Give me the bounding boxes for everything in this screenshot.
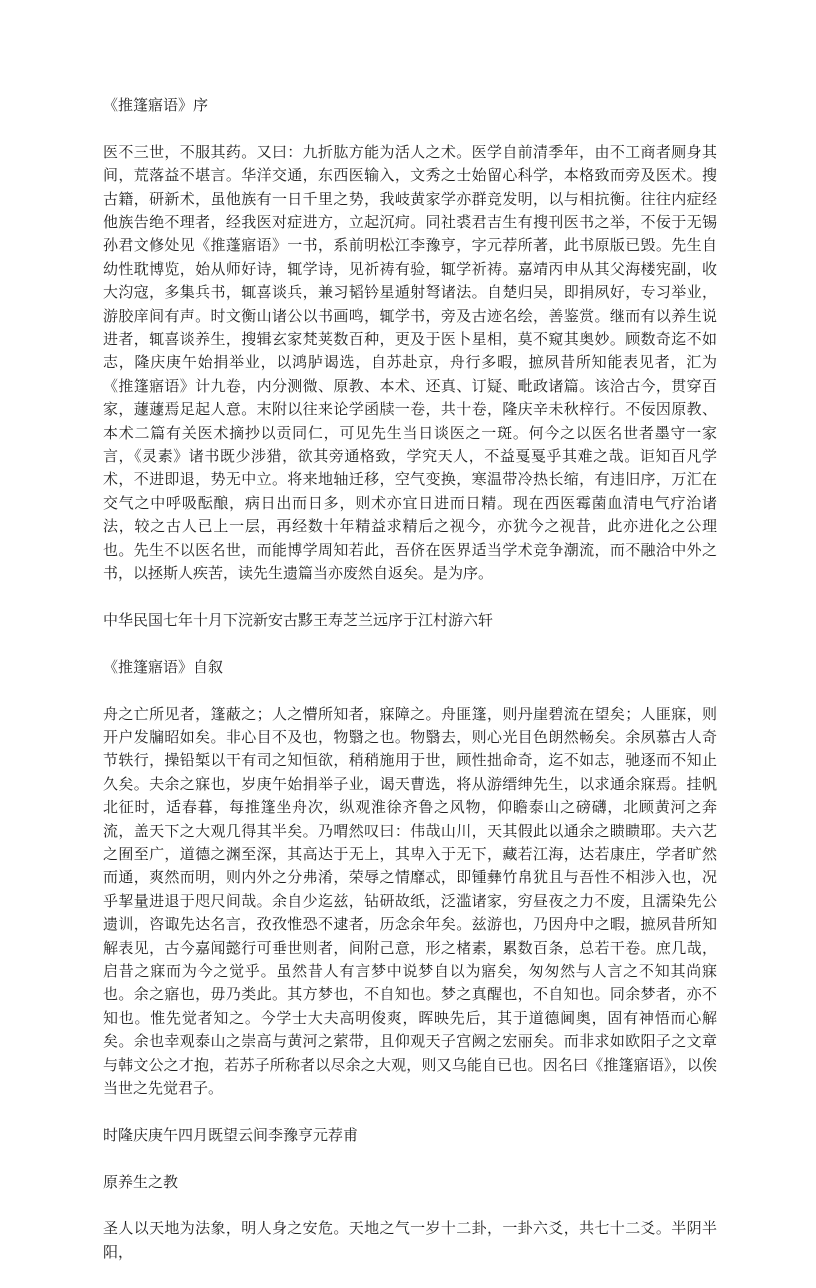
- document-page: [103, 94, 717, 1288]
- self-preface-paragraph: 舟之亡所见者，篷蔽之；人之懵所知者，寐障之。舟匪篷，则丹崖碧流在望矣；人匪寐，则开户发牖昭如矣。非心目不及也，物翳之也。物翳去，则心光目色朗然畅矣。余夙慕古人奇节轶行，操铅椠以干有司之知恒欲，稍稍施用于世，顾性拙命奇，迄不如志，驰逐而不知止久矣。夫余之寐也，岁庚午始捐举子业，谒天曹选，将从游缙绅先生，以求通余寐焉。挂帆北征时，适春暮，每推篷坐舟次，纵观淮徐齐鲁之风物，仰瞻泰山之磅礴，北顾黄河之奔流，盖天下之大观几得其半矣。乃喟然叹曰：伟哉山川，天其假此以通余之瞆瞆耶。夫六艺之囿至广，道德之渊至深，其高达于无上，其卑入于无下，藏若江海，达若康庄，学者旷然而通，爽然而明，则内外之分弗淆，荣辱之情靡忒，即锺彝竹帛犹且与吾性不相涉入也，况乎挈量进退于咫尺间哉。余自少迄兹，钻研故纸，泛滥诸家，穷昼夜之力不废，且濡染先公遗训，咨诹先达名言，孜孜惟恐不逮者，历念余年矣。兹游也，乃因舟中之暇，摭夙昔所知解表见，古今嘉闻懿行可垂世则者，间附己意，形之楮素，累数百条，总若干卷。庶几哉，启昔之寐而为今之觉乎。虽然昔人有言梦中说梦自以为寤矣，匆匆然与人言之不知其尚寐也。余之寤也，毋乃类此。其方梦也，不自知也。梦之真醒也，不自知也。同余梦者，亦不知也。惟先觉者知之。今学士大夫高明俊爽，晖映先后，其于道德阃奥，固有神悟而心解矣。余也幸观泰山之崇高与黄河之萦带，且仰观天子宫阙之宏丽矣。而非求如欧阳子之文章与韩文公之才抱，若苏子所称者以尽余之大观，则又乌能自已也。因名曰《推篷寤语》，以俟当世之先觉君子。: [103, 704, 717, 1097]
- chapter-first-paragraph: 圣人以天地为法象，明人身之安危。天地之气一岁十二卦，一卦六爻，共七十二爻。半阴半阳，: [103, 1219, 717, 1261]
- preface-signature-line: 中华民国七年十月下浣新安古黟王寿芝兰远序于江村游六轩: [103, 610, 494, 629]
- preface-title: 《推篷寤语》序: [103, 96, 209, 114]
- chapter-title: 原养生之教: [103, 1172, 179, 1191]
- preface-paragraph: 医不三世，不服其药。又曰：九折肱方能为活人之术。医学自前清季年，由不工商者厕身其间，荒落益不堪言。华洋交通，东西医输入，文秀之士始留心科学，本格致而旁及医术。搜古籍，研新术，虽他族有一日千里之势，我岐黄家学亦群竞发明，以与相抗衡。往往内症经他族告绝不理者，经我医对症进方，立起沉疴。同社裘君吉生有搜刊医书之举，不佞于无锡孙君文修处见《推蓬寤语》一书，系前明松江李豫亨，字元荐所著，此书原版已毁。先生自幼性耽博览，始从师好诗，辄学诗，见祈祷有验，辄学祈祷。嘉靖丙申从其父海楼宪副，收大汮寇，多集兵书，辄喜谈兵，兼习韬钤星遁射弩诸法。自楚归吴，即捐夙好，专习举业，游胶庠间有声。时文衡山诸公以书画鸣，辄学书，旁及古迹名绘，善鉴赏。继而有以养生说进者，辄喜谈养生，搜辑玄家梵荚数百种，更及于医卜星相，莫不窥其奥妙。顾数奇迄不如志，隆庆庚午始捐举业，以鸿胪谒选，自苏赴京，舟行多暇，摭夙昔所知能表见者，汇为《推篷寤语》计九卷，内分测微、原教、本术、还真、订疑、毗政诸篇。该洽古今，贯穿百家，蘧蘧焉足起人意。末附以往来论学函牍一卷，共十卷，隆庆辛未秋梓行。不佞因原教、本术二篇有关医术摘抄以贡同仁，可见先生当日谈医之一斑。何今之以医名世者墨守一家言，《灵素》诸书既少涉猎，欲其旁通格致，学究天人，不益戛戛乎其难之哉。讵知百凡学术，不进即退，势无中立。将来地轴迁移，空气变换，寒温带冷热长缩，有违旧序，万汇在交气之中呼吸酝酿，病日出而日多，则术亦宜日进而日精。现在西医霉菌血清电气疗治诸法，较之古人已上一层，再经数十年精益求精后之视今，亦犹今之视昔，此亦进化之公理也。先生不以医名世，而能博学周知若此，吾侪在医界适当学术竞争潮流，而不融洽中外之书，以拯斯人疾苦，读先生遗篇当亦废然自返矣。是为序。: [103, 142, 717, 583]
- self-preface-signature-line: 时隆庆庚午四月既望云间李豫亨元荐甫: [103, 1125, 359, 1144]
- self-preface-title: 《推篷寤语》自叙: [103, 657, 224, 676]
